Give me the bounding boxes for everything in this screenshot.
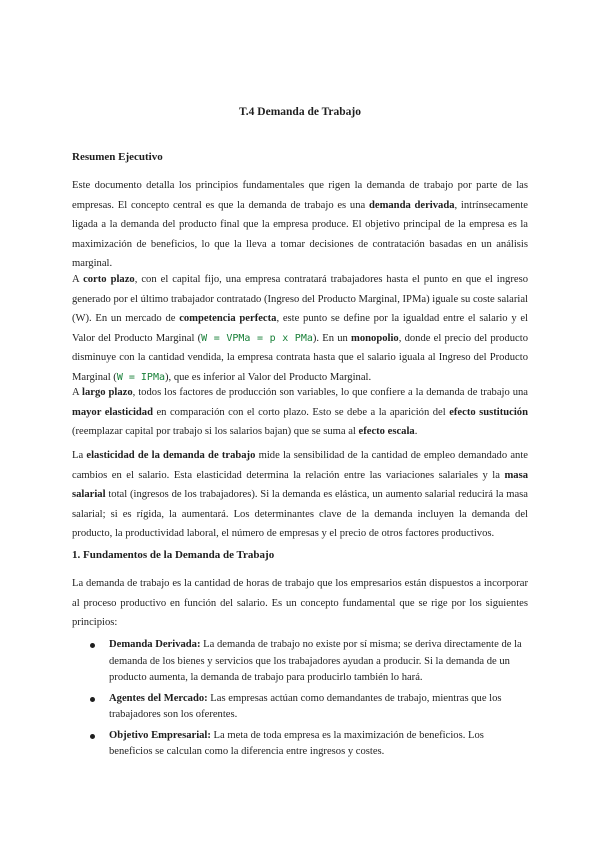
list-item: Agentes del Mercado: Las empresas actúan como demandantes de trabajo, mientras que los trabajadores son los oferentes. [72, 691, 528, 724]
principles-list [72, 637, 528, 765]
summary-heading: Resumen Ejecutivo [72, 151, 163, 163]
summary-section [72, 151, 528, 163]
section-1-intro: La demanda de trabajo es la cantidad de horas de trabajo que los empresarios están dispuestos a incorporar al proceso productivo en función del salario. Es un concepto fundamental que se rige por los siguientes principios: [72, 578, 528, 628]
section-1 [72, 549, 528, 561]
section-1-heading: 1. Fundamentos de la Demanda de Trabajo [72, 549, 275, 561]
paragraph-3: A largo plazo, todos los factores de producción son variables, lo que confiere a la demanda de trabajo una mayor elasticidad en comparación con el corto plazo. Esto se debe a la aparición del efecto sustitución (reemplazar capital por trabajo si los salarios bajan) que se suma al efecto escala. [72, 387, 528, 437]
bullet-icon [90, 697, 95, 702]
list-item: Objetivo Empresarial: La meta de toda empresa es la maximización de beneficios. Los beneficios se calculan como la diferencia entre ingresos y costes. [72, 728, 528, 761]
bullet-icon [90, 643, 95, 648]
list-item: Demanda Derivada: La demanda de trabajo no existe por sí misma; se deriva directamente de la demanda de los bienes y servicios que los trabajadores ayudan a producir. Si la demanda de un producto aumenta, la demanda de trabajo para producirlo también lo hará. [72, 637, 528, 687]
formula-monopolio: W = IPMa [116, 371, 165, 383]
paragraph-2: A corto plazo, con el capital fijo, una empresa contratará trabajadores hasta el punto en que el ingreso generado por el último trabajador contratado (Ingreso del Producto Marginal, IPMa) iguale su coste salarial (W). En un mercado de competencia perfecta, este punto se define por la igualdad entre el salario y el Valor del Producto Marginal (W = VPMa = p x PMa). En un monopolio, donde el precio del producto disminuye con la cantidad vendida, la empresa contrata hasta que el salario iguala al Ingreso del Producto Marginal (W = IPMa), que es inferior al Valor del Producto Marginal. [72, 274, 529, 383]
bullet-icon [90, 734, 95, 739]
formula-competencia: W = VPMa = p x PMa [201, 332, 313, 344]
paragraph-4: La elasticidad de la demanda de trabajo mide la sensibilidad de la cantidad de empleo demandado ante cambios en el salario. Esta elasticidad determina la relación entre las variaciones salariales y la masa salarial total (ingresos de los trabajadores). Si la demanda es elástica, un aumento salarial reducirá la masa salarial; si es rígida, la aumentará. Los determinantes clave de la demanda incluyen la demanda del producto, la productividad laboral, el número de empresas y el precio de otros factores productivos. [72, 450, 528, 539]
page-title: T.4 Demanda de Trabajo [238, 106, 362, 118]
paragraph-1: Este documento detalla los principios fundamentales que rigen la demanda de trabajo por parte de las empresas. El concepto central es que la demanda de trabajo es una demanda derivada, intrínsecamente ligada a la demanda del producto final que la empresa produce. El objetivo principal de la empresa es la maximización de beneficios, lo que la lleva a tomar decisiones de contratación basadas en un análisis marginal. [72, 180, 528, 269]
